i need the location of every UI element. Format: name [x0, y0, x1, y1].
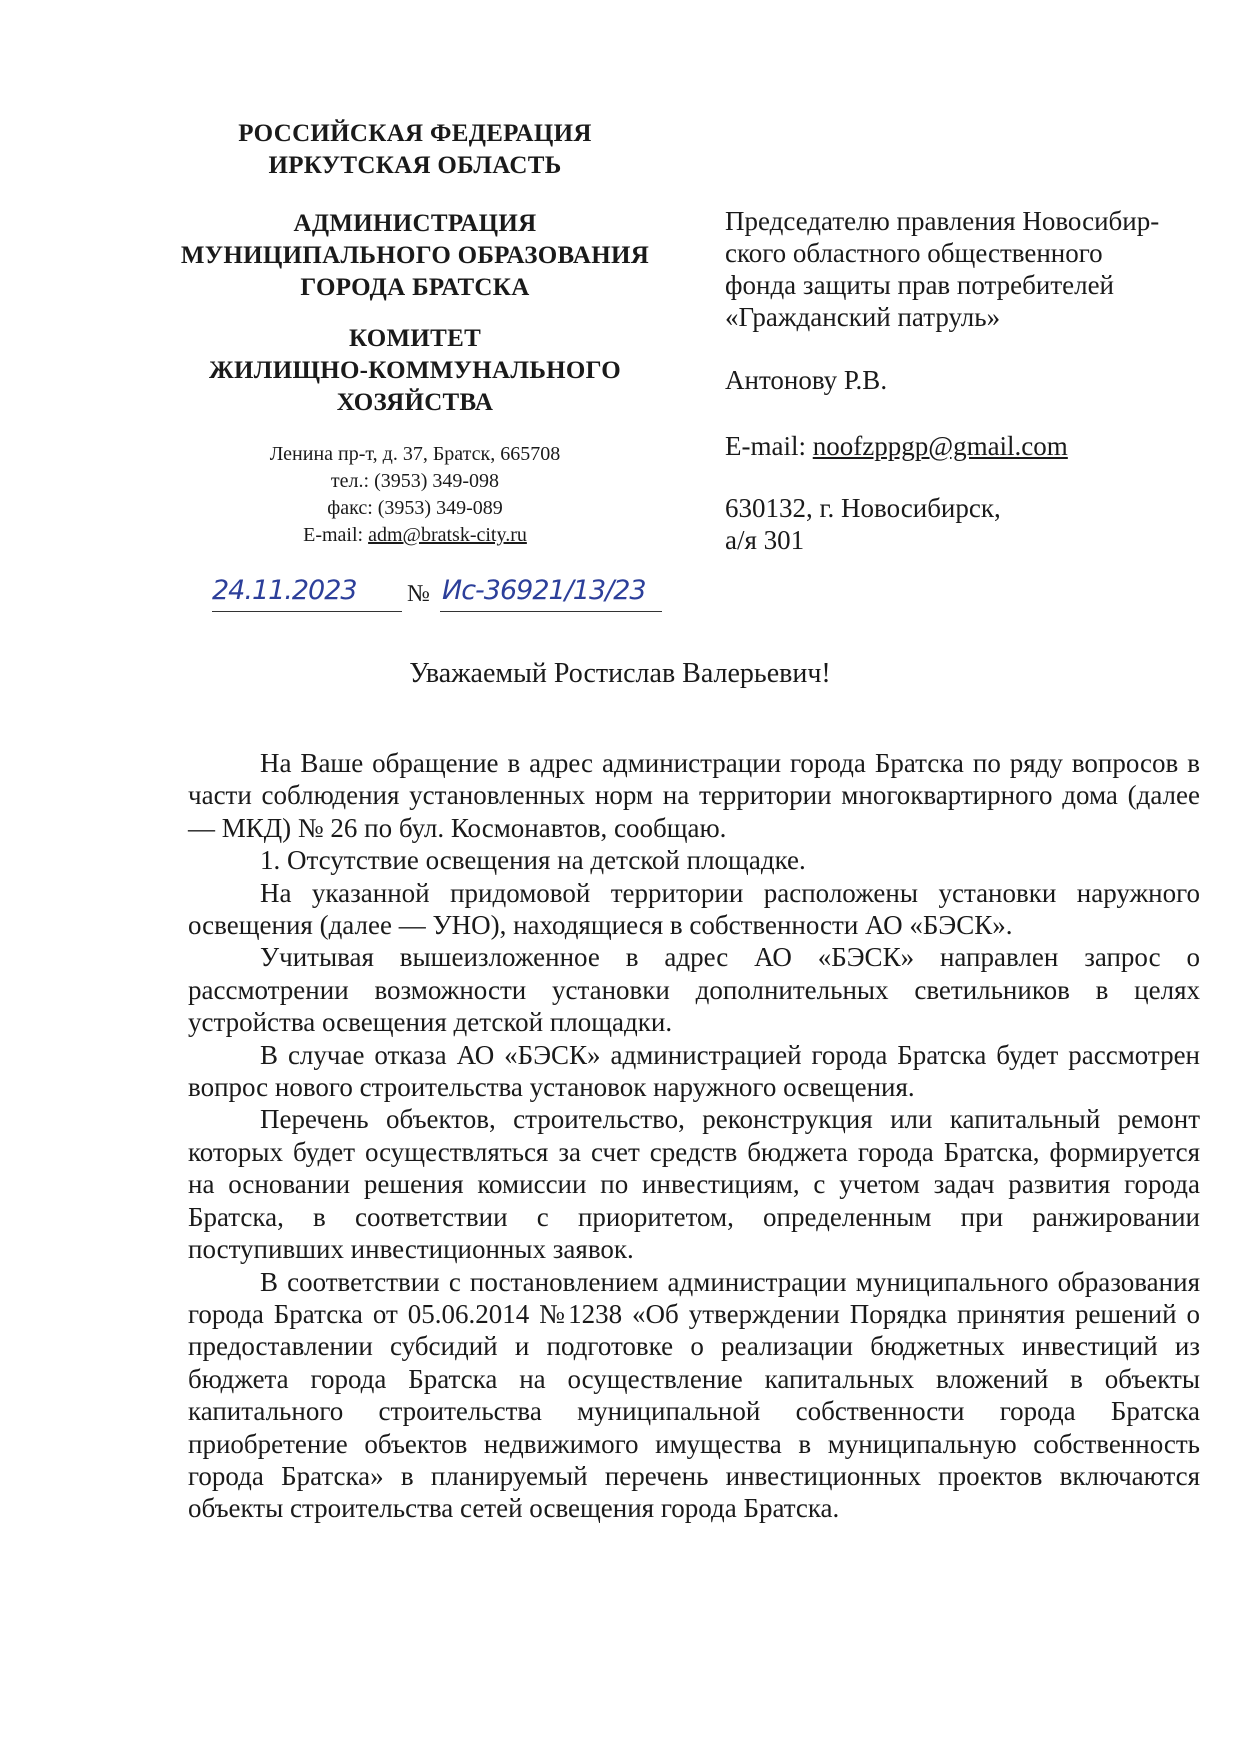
sender-committee-line: ХОЗЯЙСТВА — [336, 389, 494, 416]
registration-number: Ис-36921/13/23 — [442, 575, 646, 606]
recipient-email-line — [725, 430, 1195, 462]
sender-administration — [170, 208, 660, 304]
body-paragraph: В соответствии с постановлением администрации муниципального образования города Братска от 05.06.2014 №1238 «Об утверждении Порядка принятия решений о предоставлении субсидий и подготовке о реализации бюджетных инвестиций из бюджета города Братска на осуществление капитальных вложений в объекты капитального строительства муниципальной собственности города Братска приобретение объектов недвижимого имущества в муниципальную собственность города Братска» в планируемый перечень инвестиционных проектов включаются объекты строительства сетей освещения города Братска. — [188, 1266, 1200, 1524]
recipient-email-link[interactable]: noofzppgp@gmail.com — [812, 431, 1068, 461]
sender-administration-line: МУНИЦИПАЛЬНОГО ОБРАЗОВАНИЯ — [180, 242, 650, 269]
registration-date: 24.11.2023 — [212, 575, 357, 606]
sender-administration-line: ГОРОДА БРАТСКА — [300, 274, 530, 301]
sender-contacts — [170, 441, 660, 549]
registration-number-sign: № — [407, 581, 430, 607]
sender-country-region — [170, 118, 660, 182]
recipient-name: Антонову Р.В. — [725, 365, 888, 395]
sender-email-link[interactable]: adm@bratsk-city.ru — [368, 524, 527, 546]
body-paragraph: В случае отказа АО «БЭСК» администрацией города Братска будет рассмотрен вопрос нового строительства установок наружного освещения. — [188, 1039, 1200, 1103]
sender-email-label: E-mail: — [303, 524, 369, 546]
sender-address: Ленина пр-т, д. 37, Братск, 665708 — [269, 443, 561, 465]
recipient-address — [725, 492, 1195, 556]
registration-line — [212, 575, 662, 615]
sender-committee — [170, 323, 660, 419]
recipient-email-label: E-mail: — [725, 431, 813, 461]
sender-region: ИРКУТСКАЯ ОБЛАСТЬ — [268, 152, 562, 179]
greeting: Уважаемый Ростислав Валерьевич! — [409, 658, 831, 689]
recipient-position — [725, 205, 1195, 333]
sender-committee-line: КОМИТЕТ — [348, 325, 482, 352]
letter-body — [188, 747, 1200, 1525]
body-paragraph: Перечень объектов, строительство, реконструкция или капитальный ремонт которых будет осуществляться за счет средств бюджета города Братска, формируется на основании решения комиссии по инвестициям, с учетом задач развития города Братска, в соответствии с приоритетом, определенным при ранжировании поступивших инвестиционных заявок. — [188, 1104, 1200, 1265]
sender-committee-line: ЖИЛИЩНО-КОММУНАЛЬНОГО — [209, 357, 621, 384]
recipient-position-line: «Гражданский патруль» — [725, 302, 1001, 332]
date-underline — [212, 611, 402, 612]
recipient-position-line: фонда защиты прав потребителей — [725, 270, 1115, 300]
recipient-address-line: 630132, г. Новосибирск, — [725, 493, 1001, 523]
sender-phone: тел.: (3953) 349-098 — [330, 470, 500, 492]
recipient-address-line: а/я 301 — [725, 525, 805, 555]
sender-email-line — [170, 522, 660, 549]
number-underline — [440, 611, 662, 612]
body-paragraph: 1. Отсутствие освещения на детской площадке. — [260, 845, 806, 876]
body-paragraph: Учитывая вышеизложенное в адрес АО «БЭСК» направлен запрос о рассмотрении возможности установки дополнительных светильников в целях устройства освещения детской площадки. — [188, 942, 1200, 1038]
recipient-position-line: Председателю правления Новосибир- — [725, 206, 1160, 236]
sender-country: РОССИЙСКАЯ ФЕДЕРАЦИЯ — [238, 120, 592, 147]
sender-fax: факс: (3953) 349-089 — [327, 497, 503, 519]
sender-administration-line: АДМИНИСТРАЦИЯ — [293, 210, 537, 237]
body-paragraph: На Ваше обращение в адрес администрации города Братска по ряду вопросов в части соблюдения установленных норм на территории многоквартирного дома (далее — МКД) № 26 по бул. Космонавтов, сообщаю. — [188, 748, 1200, 843]
recipient-position-line: ского областного общественного — [725, 238, 1103, 268]
body-paragraph: На указанной придомовой территории расположены установки наружного освещения (далее — УНО), находящиеся в собственности АО «БЭСК». — [188, 877, 1200, 941]
